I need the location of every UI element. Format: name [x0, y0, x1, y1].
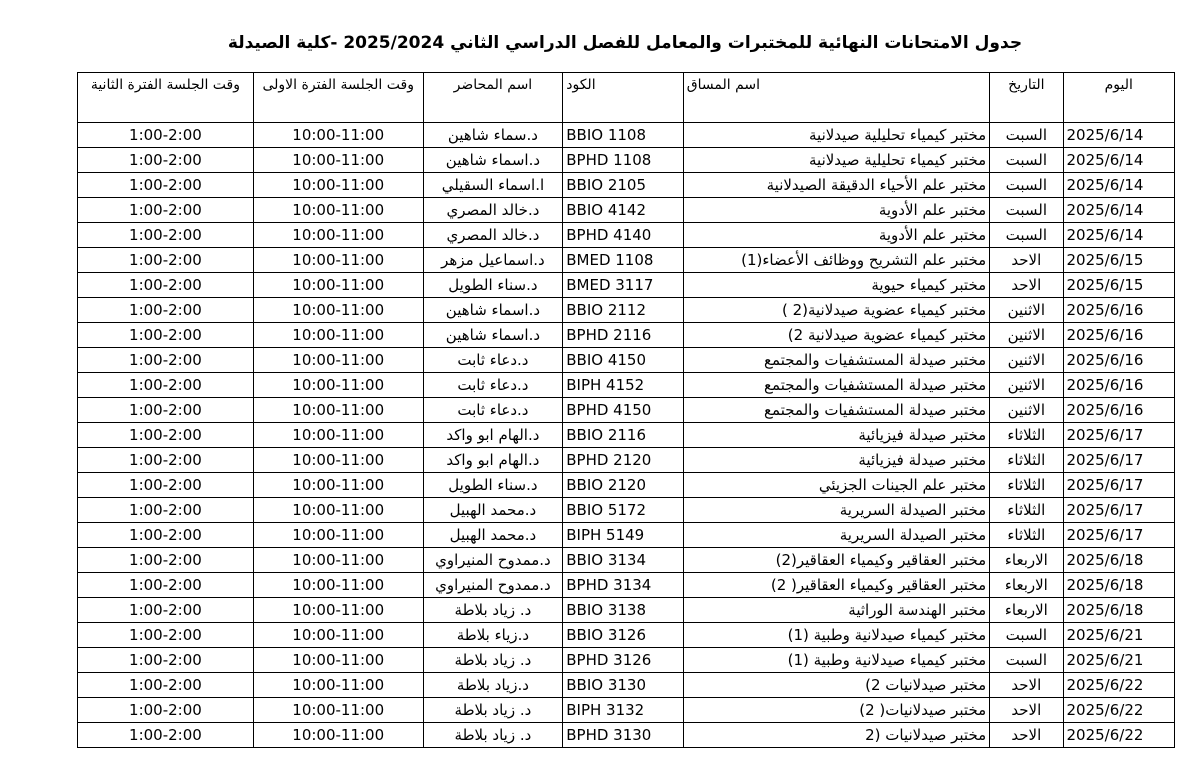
- table-row: [78, 573, 1175, 598]
- cell-day: 2025/6/16: [1063, 323, 1175, 348]
- cell-day: 2025/6/17: [1063, 423, 1175, 448]
- table-row: [78, 273, 1175, 298]
- cell-date: السبت: [990, 623, 1063, 648]
- cell-session1: 10:00-11:00: [253, 198, 423, 223]
- cell-lecturer: د.اسماء شاهين: [423, 323, 563, 348]
- page-title: جدول الامتحانات النهائية للمختبرات والمعامل للفصل الدراسي الثاني 2025/2024 -كلية الصيدلة: [227, 33, 1023, 53]
- cell-day: 2025/6/14: [1063, 198, 1175, 223]
- cell-lecturer: د. زياد بلاطة: [423, 723, 563, 748]
- cell-code: BBIO 2112: [563, 298, 684, 323]
- cell-code: BPHD 3126: [563, 648, 684, 673]
- table-row: [78, 398, 1175, 423]
- cell-day: 2025/6/22: [1063, 698, 1175, 723]
- cell-course: مختبر صيدلانيات (2: [683, 723, 989, 748]
- cell-code: BPHD 4140: [563, 223, 684, 248]
- table-row: [78, 223, 1175, 248]
- cell-session2: 1:00-2:00: [78, 698, 254, 723]
- cell-course: مختبر كيمياء تحليلية صيدلانية: [683, 148, 989, 173]
- table-row: [78, 348, 1175, 373]
- cell-course: مختبر صيدلة فيزيائية: [683, 423, 989, 448]
- cell-date: السبت: [990, 223, 1063, 248]
- cell-date: الاثنين: [990, 298, 1063, 323]
- cell-lecturer: د.محمد الهبيل: [423, 498, 563, 523]
- cell-date: الاربعاء: [990, 548, 1063, 573]
- cell-date: الاحد: [990, 248, 1063, 273]
- cell-code: BBIO 5172: [563, 498, 684, 523]
- cell-course: مختبر علم الأدوية: [683, 223, 989, 248]
- cell-course: مختبر العقاقير وكيمياء العقاقير( 2): [683, 573, 989, 598]
- exam-schedule-table: [77, 72, 1175, 748]
- cell-date: الثلاثاء: [990, 423, 1063, 448]
- cell-course: مختبر صيدلانيات 2): [683, 673, 989, 698]
- cell-session2: 1:00-2:00: [78, 598, 254, 623]
- cell-session2: 1:00-2:00: [78, 498, 254, 523]
- cell-session1: 10:00-11:00: [253, 348, 423, 373]
- cell-session2: 1:00-2:00: [78, 173, 254, 198]
- table-row: [78, 298, 1175, 323]
- cell-day: 2025/6/17: [1063, 523, 1175, 548]
- cell-session2: 1:00-2:00: [78, 148, 254, 173]
- cell-session1: 10:00-11:00: [253, 498, 423, 523]
- cell-date: الثلاثاء: [990, 498, 1063, 523]
- cell-date: السبت: [990, 648, 1063, 673]
- cell-session1: 10:00-11:00: [253, 323, 423, 348]
- cell-lecturer: ا.اسماء السقيلي: [423, 173, 563, 198]
- cell-course: مختبر كيمياء صيدلانية وطبية (1): [683, 648, 989, 673]
- cell-course: مختبر علم الجينات الجزيئي: [683, 473, 989, 498]
- cell-lecturer: د.دعاء ثابت: [423, 348, 563, 373]
- cell-course: مختبر كيمياء عضوية صيدلانية 2): [683, 323, 989, 348]
- cell-session2: 1:00-2:00: [78, 348, 254, 373]
- cell-course: مختبر الصيدلة السريرية: [683, 523, 989, 548]
- cell-code: BBIO 3138: [563, 598, 684, 623]
- cell-code: BPHD 4150: [563, 398, 684, 423]
- cell-lecturer: د.زياد بلاطة: [423, 673, 563, 698]
- cell-session2: 1:00-2:00: [78, 448, 254, 473]
- cell-day: 2025/6/14: [1063, 223, 1175, 248]
- cell-code: BBIO 3126: [563, 623, 684, 648]
- cell-session2: 1:00-2:00: [78, 623, 254, 648]
- cell-day: 2025/6/21: [1063, 623, 1175, 648]
- cell-session2: 1:00-2:00: [78, 523, 254, 548]
- cell-date: الثلاثاء: [990, 473, 1063, 498]
- cell-date: السبت: [990, 173, 1063, 198]
- table-header-row: [78, 73, 1175, 123]
- table-row: [78, 148, 1175, 173]
- table-row: [78, 698, 1175, 723]
- cell-code: BBIO 4142: [563, 198, 684, 223]
- cell-date: الاثنين: [990, 373, 1063, 398]
- cell-lecturer: د.ممدوح المنيراوي: [423, 573, 563, 598]
- cell-course: مختبر كيمياء عضوية صيدلانية(2 ): [683, 298, 989, 323]
- cell-lecturer: د. زياد بلاطة: [423, 598, 563, 623]
- table-row: [78, 248, 1175, 273]
- cell-code: BBIO 2120: [563, 473, 684, 498]
- cell-lecturer: د.الهام ابو واكد: [423, 448, 563, 473]
- header-session2: وقت الجلسة الفترة الثانية: [78, 73, 254, 123]
- table-row: [78, 473, 1175, 498]
- cell-lecturer: د. زياد بلاطة: [423, 648, 563, 673]
- cell-course: مختبر صيدلة المستشفيات والمجتمع: [683, 348, 989, 373]
- cell-date: الاثنين: [990, 398, 1063, 423]
- cell-date: الاثنين: [990, 323, 1063, 348]
- cell-session2: 1:00-2:00: [78, 198, 254, 223]
- cell-course: مختبر الصيدلة السريرية: [683, 498, 989, 523]
- cell-session1: 10:00-11:00: [253, 573, 423, 598]
- cell-date: الاحد: [990, 698, 1063, 723]
- cell-code: BPHD 2116: [563, 323, 684, 348]
- table-row: [78, 423, 1175, 448]
- cell-date: الاربعاء: [990, 598, 1063, 623]
- cell-day: 2025/6/14: [1063, 123, 1175, 148]
- cell-course: مختبر كيمياء تحليلية صيدلانية: [683, 123, 989, 148]
- cell-lecturer: د.ممدوح المنيراوي: [423, 548, 563, 573]
- cell-day: 2025/6/14: [1063, 173, 1175, 198]
- cell-day: 2025/6/16: [1063, 348, 1175, 373]
- cell-session1: 10:00-11:00: [253, 473, 423, 498]
- cell-code: BIPH 3132: [563, 698, 684, 723]
- cell-lecturer: د.دعاء ثابت: [423, 398, 563, 423]
- header-session1: وقت الجلسة الفترة الاولى: [253, 73, 423, 123]
- table-row: [78, 523, 1175, 548]
- cell-code: BBIO 2116: [563, 423, 684, 448]
- table-row: [78, 173, 1175, 198]
- cell-course: مختبر كيمياء حيوية: [683, 273, 989, 298]
- cell-day: 2025/6/18: [1063, 548, 1175, 573]
- cell-session2: 1:00-2:00: [78, 473, 254, 498]
- cell-date: الاحد: [990, 723, 1063, 748]
- cell-code: BMED 3117: [563, 273, 684, 298]
- cell-day: 2025/6/16: [1063, 398, 1175, 423]
- cell-course: مختبر علم التشريح ووظائف الأعضاء(1): [683, 248, 989, 273]
- cell-code: BIPH 4152: [563, 373, 684, 398]
- header-day: اليوم: [1063, 73, 1175, 123]
- cell-course: مختبر صيدلة المستشفيات والمجتمع: [683, 373, 989, 398]
- cell-course: مختبر صيدلانيات( 2): [683, 698, 989, 723]
- cell-session1: 10:00-11:00: [253, 373, 423, 398]
- cell-session2: 1:00-2:00: [78, 398, 254, 423]
- cell-code: BIPH 5149: [563, 523, 684, 548]
- cell-date: السبت: [990, 148, 1063, 173]
- cell-session2: 1:00-2:00: [78, 723, 254, 748]
- cell-lecturer: د.زياء بلاطة: [423, 623, 563, 648]
- cell-session2: 1:00-2:00: [78, 673, 254, 698]
- cell-session2: 1:00-2:00: [78, 648, 254, 673]
- cell-session1: 10:00-11:00: [253, 273, 423, 298]
- cell-code: BPHD 2120: [563, 448, 684, 473]
- cell-course: مختبر صيدلة المستشفيات والمجتمع: [683, 398, 989, 423]
- cell-lecturer: د.دعاء ثابت: [423, 373, 563, 398]
- cell-session2: 1:00-2:00: [78, 373, 254, 398]
- cell-day: 2025/6/22: [1063, 723, 1175, 748]
- cell-day: 2025/6/16: [1063, 298, 1175, 323]
- cell-session1: 10:00-11:00: [253, 123, 423, 148]
- table-row: [78, 598, 1175, 623]
- cell-session1: 10:00-11:00: [253, 398, 423, 423]
- cell-session2: 1:00-2:00: [78, 298, 254, 323]
- cell-code: BPHD 1108: [563, 148, 684, 173]
- header-code: الكود: [563, 73, 684, 123]
- cell-course: مختبر كيمياء صيدلانية وطبية (1): [683, 623, 989, 648]
- cell-session1: 10:00-11:00: [253, 448, 423, 473]
- cell-session1: 10:00-11:00: [253, 723, 423, 748]
- table-row: [78, 723, 1175, 748]
- cell-session2: 1:00-2:00: [78, 573, 254, 598]
- cell-session2: 1:00-2:00: [78, 273, 254, 298]
- cell-session2: 1:00-2:00: [78, 223, 254, 248]
- cell-day: 2025/6/15: [1063, 248, 1175, 273]
- table-row: [78, 623, 1175, 648]
- cell-code: BMED 1108: [563, 248, 684, 273]
- cell-session1: 10:00-11:00: [253, 673, 423, 698]
- cell-date: الاحد: [990, 273, 1063, 298]
- cell-lecturer: د.اسماء شاهين: [423, 298, 563, 323]
- cell-session1: 10:00-11:00: [253, 523, 423, 548]
- cell-code: BBIO 3134: [563, 548, 684, 573]
- header-course: اسم المساق: [683, 73, 989, 123]
- cell-day: 2025/6/15: [1063, 273, 1175, 298]
- cell-date: الاحد: [990, 673, 1063, 698]
- cell-date: الاثنين: [990, 348, 1063, 373]
- cell-session1: 10:00-11:00: [253, 223, 423, 248]
- cell-date: السبت: [990, 198, 1063, 223]
- table-row: [78, 373, 1175, 398]
- cell-course: مختبر صيدلة فيزيائية: [683, 448, 989, 473]
- cell-session2: 1:00-2:00: [78, 123, 254, 148]
- cell-lecturer: د.خالد المصري: [423, 198, 563, 223]
- cell-session2: 1:00-2:00: [78, 548, 254, 573]
- cell-session2: 1:00-2:00: [78, 248, 254, 273]
- cell-lecturer: د.الهام ابو واكد: [423, 423, 563, 448]
- table-row: [78, 673, 1175, 698]
- cell-lecturer: د.خالد المصري: [423, 223, 563, 248]
- table-row: [78, 448, 1175, 473]
- cell-course: مختبر العقاقير وكيمياء العقاقير(2): [683, 548, 989, 573]
- cell-session2: 1:00-2:00: [78, 423, 254, 448]
- cell-code: BBIO 2105: [563, 173, 684, 198]
- cell-code: BBIO 3130: [563, 673, 684, 698]
- table-row: [78, 123, 1175, 148]
- cell-session1: 10:00-11:00: [253, 423, 423, 448]
- cell-lecturer: د.سناء الطويل: [423, 273, 563, 298]
- cell-date: الاربعاء: [990, 573, 1063, 598]
- cell-day: 2025/6/18: [1063, 573, 1175, 598]
- table-row: [78, 648, 1175, 673]
- cell-lecturer: د.سماء شاهين: [423, 123, 563, 148]
- cell-course: مختبر علم الأدوية: [683, 198, 989, 223]
- header-lecturer: اسم المحاضر: [423, 73, 563, 123]
- cell-day: 2025/6/18: [1063, 598, 1175, 623]
- cell-session2: 1:00-2:00: [78, 323, 254, 348]
- cell-lecturer: د. زياد بلاطة: [423, 698, 563, 723]
- cell-day: 2025/6/21: [1063, 648, 1175, 673]
- header-date: التاريخ: [990, 73, 1063, 123]
- cell-day: 2025/6/22: [1063, 673, 1175, 698]
- cell-date: الثلاثاء: [990, 448, 1063, 473]
- cell-day: 2025/6/14: [1063, 148, 1175, 173]
- cell-lecturer: د.محمد الهبيل: [423, 523, 563, 548]
- cell-lecturer: د.اسماعيل مزهر: [423, 248, 563, 273]
- cell-session1: 10:00-11:00: [253, 698, 423, 723]
- table-row: [78, 323, 1175, 348]
- cell-day: 2025/6/17: [1063, 473, 1175, 498]
- cell-code: BBIO 1108: [563, 123, 684, 148]
- table-row: [78, 198, 1175, 223]
- cell-lecturer: د.اسماء شاهين: [423, 148, 563, 173]
- table-row: [78, 498, 1175, 523]
- cell-course: مختبر علم الأحياء الدقيقة الصيدلانية: [683, 173, 989, 198]
- cell-lecturer: د.سناء الطويل: [423, 473, 563, 498]
- cell-session1: 10:00-11:00: [253, 173, 423, 198]
- table-row: [78, 548, 1175, 573]
- cell-date: السبت: [990, 123, 1063, 148]
- cell-course: مختبر الهندسة الوراثية: [683, 598, 989, 623]
- cell-day: 2025/6/17: [1063, 448, 1175, 473]
- cell-session1: 10:00-11:00: [253, 148, 423, 173]
- cell-session1: 10:00-11:00: [253, 598, 423, 623]
- cell-day: 2025/6/17: [1063, 498, 1175, 523]
- cell-session1: 10:00-11:00: [253, 298, 423, 323]
- cell-date: الثلاثاء: [990, 523, 1063, 548]
- cell-day: 2025/6/16: [1063, 373, 1175, 398]
- cell-code: BBIO 4150: [563, 348, 684, 373]
- cell-session1: 10:00-11:00: [253, 248, 423, 273]
- cell-code: BPHD 3134: [563, 573, 684, 598]
- cell-session1: 10:00-11:00: [253, 648, 423, 673]
- cell-session1: 10:00-11:00: [253, 548, 423, 573]
- cell-code: BPHD 3130: [563, 723, 684, 748]
- cell-session1: 10:00-11:00: [253, 623, 423, 648]
